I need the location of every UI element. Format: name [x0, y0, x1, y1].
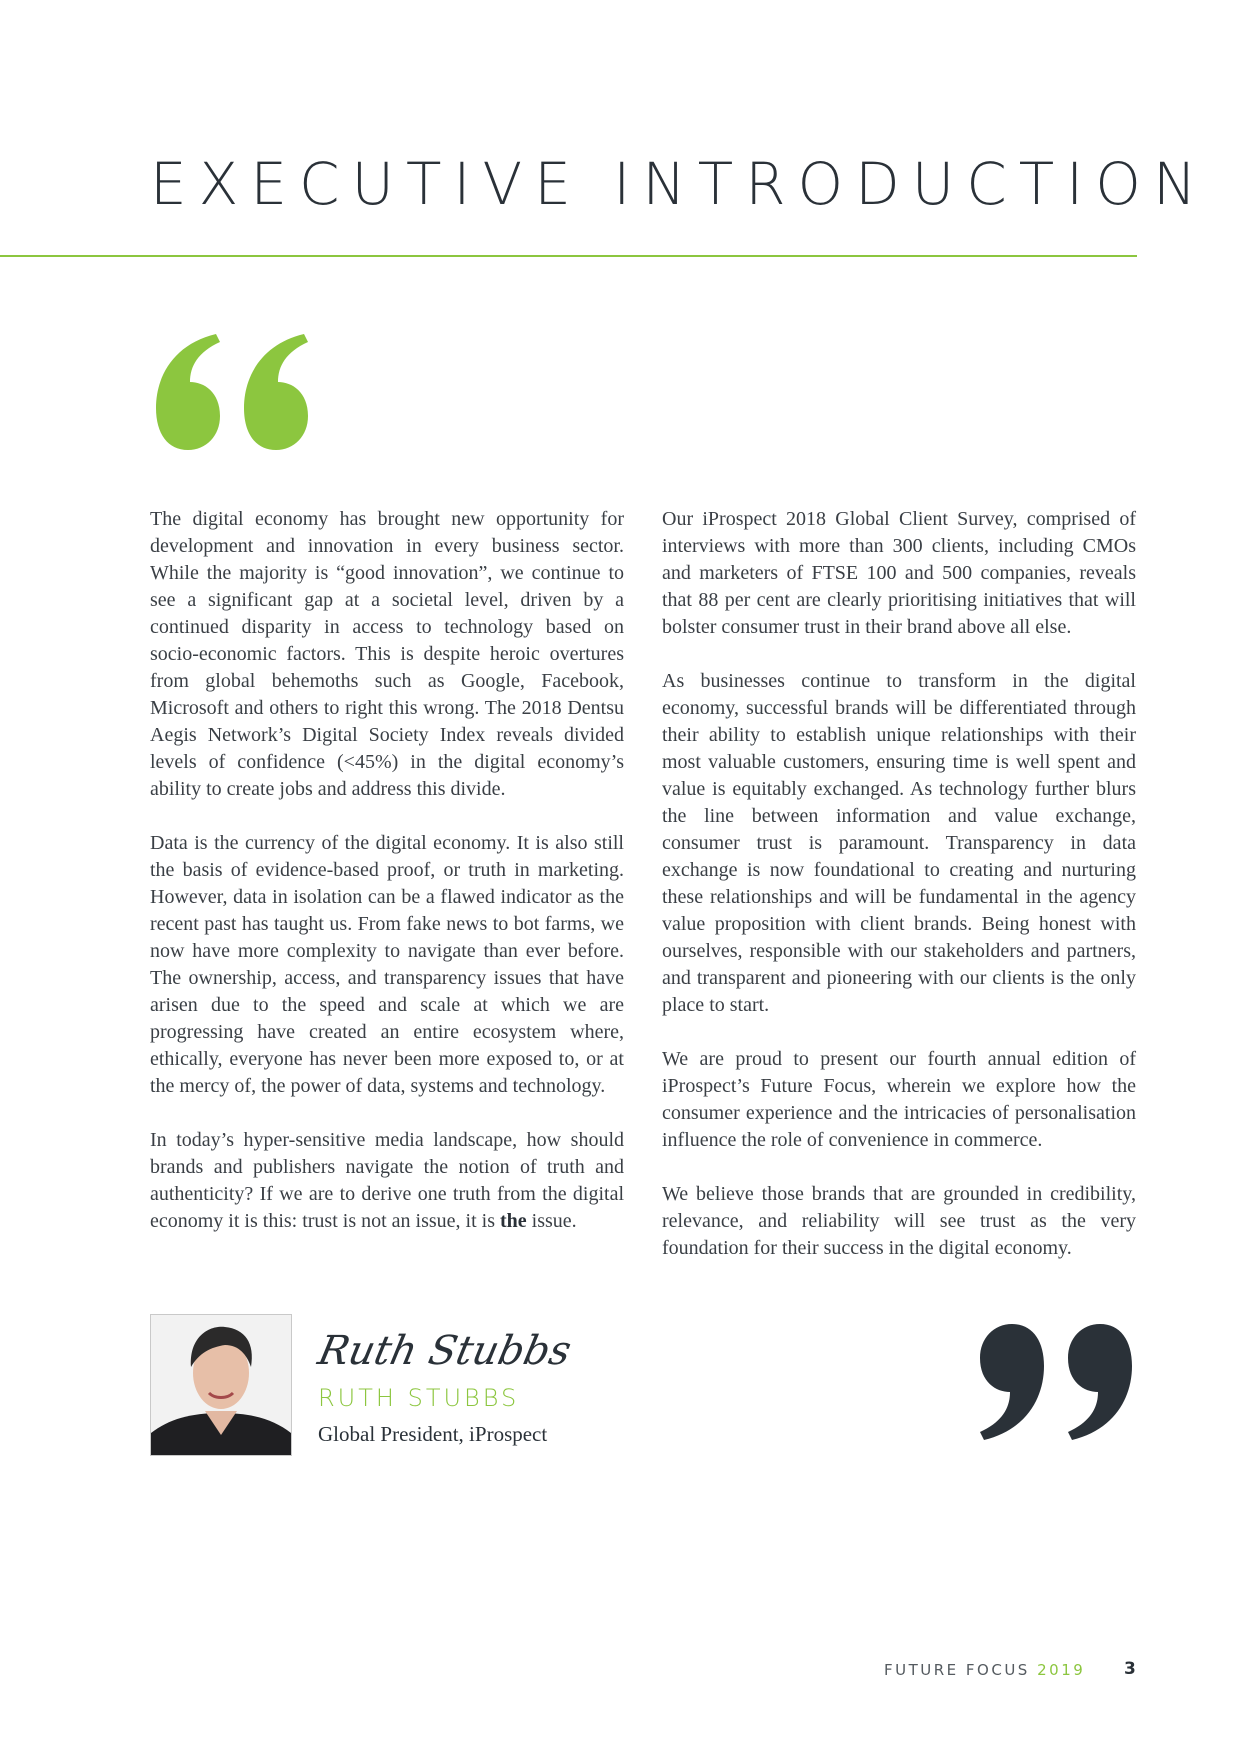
publication-year: 2019 [1037, 1661, 1086, 1679]
paragraph: We are proud to present our fourth annual edition of iProspect’s Future Focus, wherein we explore how the consumer experience and the intricacies of personalisation influence the role of convenience in commerce. [662, 1048, 1136, 1151]
left-column [150, 506, 624, 1262]
paragraph: As businesses continue to transform in the digital economy, successful brands will be differentiated through their ability to establish unique relationships with their most valuable customers, ensuring time is well spent and value is equitably exchanged. As technology further blurs the line between information and value exchange, consumer trust is paramount. Transparency in data exchange is now foundational to creating and nurturing these relationships and will be fundamental in the agency value proposition with client brands. Being honest with ourselves, responsible with our stakeholders and partners, and transparent and pioneering with our clients is the only place to start. [662, 670, 1136, 1016]
paragraph: We believe those brands that are grounded in credibility, relevance, and reliability will see trust as the very foundation for their success in the digital economy. [662, 1183, 1136, 1259]
close-quote-icon [972, 1322, 1140, 1442]
page-number: 3 [1124, 1659, 1136, 1679]
right-column [662, 506, 1136, 1289]
emphasis-text: the [500, 1210, 527, 1232]
paragraph: The digital economy has brought new opportunity for development and innovation in every business sector. While the majority is “good innovation”, we continue to see a significant gap at a societal level, driven by a continued disparity in access to technology based on socio-economic factors. This is despite heroic overtures from global behemoths such as Google, Facebook, Microsoft and others to right this wrong. The 2018 Dentsu Aegis Network’s Digital Society Index reveals divided levels of confidence (<45%) in the digital economy’s ability to create jobs and address this divide. [150, 508, 624, 800]
signature-image [314, 1318, 576, 1380]
paragraph-text: issue. [526, 1210, 577, 1232]
page-title: EXECUTIVE INTRODUCTION [150, 150, 1209, 218]
paragraph: Data is the currency of the digital economy. It is also still the basis of evidence-based proof, or truth in marketing. However, data in isolation can be a flawed indicator as the recent past has taught us. From fake news to bot farms, we now have more complexity to navigate than ever before. The ownership, access, and transparency issues that have arisen due to the speed and scale at which we are progressing have created an entire ecosystem where, ethically, everyone has never been more exposed to, or at the mercy of, the power of data, systems and technology. [150, 832, 624, 1097]
publication-name: FUTURE FOCUS [884, 1661, 1030, 1679]
footer-label [884, 1661, 1085, 1679]
paragraph: Our iProspect 2018 Global Client Survey, comprised of interviews with more than 300 clients, including CMOs and marketers of FTSE 100 and 500 companies, reveals that 88 per cent are clearly prioritising initiatives that will bolster consumer trust in their brand above all else. [662, 508, 1136, 638]
paragraph [150, 1127, 624, 1235]
author-role: Global President, iProspect [318, 1422, 548, 1446]
paragraph-text: In today’s hyper-sensitive media landscape, how should brands and publishers navigate the notion of truth and authenticity? If we are to derive one truth from the digital economy it is this: trust is not an issue, it is [150, 1129, 624, 1232]
open-quote-icon [148, 332, 316, 452]
signature-text: Ruth Stubbs [314, 1326, 576, 1374]
portrait-image [151, 1315, 291, 1455]
title-divider [0, 255, 1137, 257]
author-name: RUTH STUBBS [318, 1384, 520, 1412]
author-photo [150, 1314, 292, 1456]
